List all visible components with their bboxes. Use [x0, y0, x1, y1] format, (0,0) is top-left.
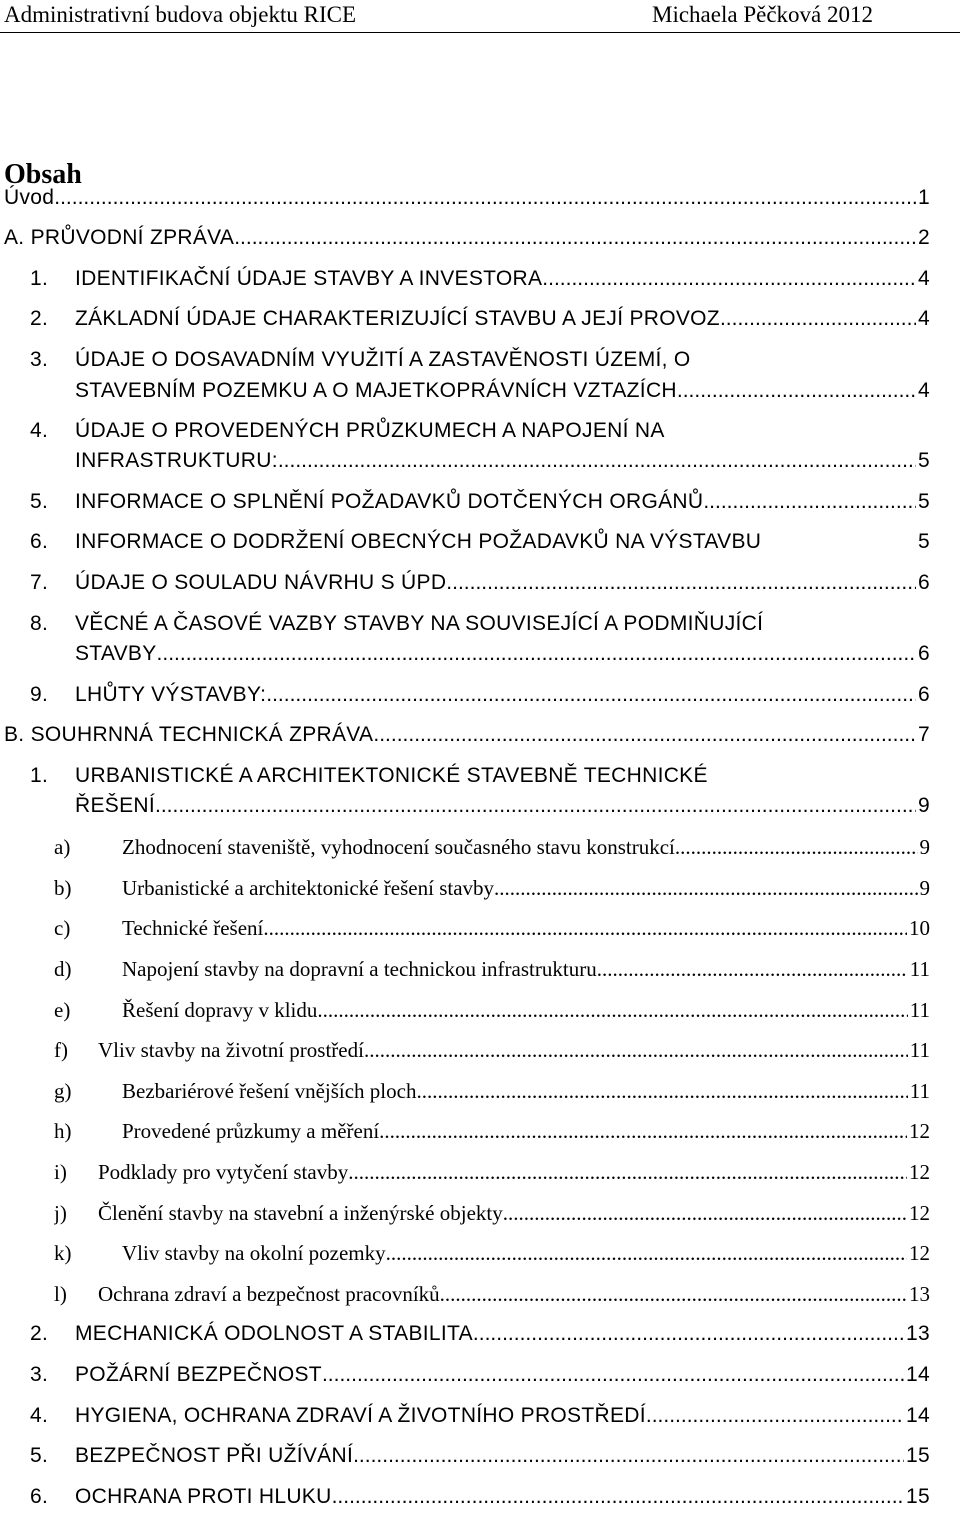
header-rule	[0, 32, 960, 33]
toc-dot-leader	[503, 1198, 907, 1228]
toc-page-number: 10	[909, 916, 930, 940]
toc-entry-title: Urbanistické a architektonické řešení stavby	[122, 876, 495, 900]
toc-entry-title: Řešení dopravy v klidu	[122, 998, 318, 1022]
toc-dot-leader	[703, 487, 916, 517]
toc-entry[interactable]	[98, 1157, 930, 1187]
toc-entry-number: 2.	[30, 307, 49, 330]
toc-page-number: 6	[918, 683, 930, 706]
toc-dot-leader	[597, 954, 908, 984]
toc-entry[interactable]	[122, 832, 930, 862]
toc-entry[interactable]	[75, 1319, 930, 1349]
toc-dot-leader	[416, 1076, 907, 1106]
toc-page-number: 12	[909, 1119, 930, 1143]
toc-entry-title: INFORMACE O SPLNĚNÍ POŽADAVKŮ DOTČENÝCH ORGÁNŮ	[75, 490, 704, 513]
toc-entry[interactable]	[75, 1441, 930, 1471]
toc-dot-leader	[494, 873, 917, 903]
toc-entry-number: 6.	[30, 1485, 49, 1508]
toc-entry-title-continued: STAVBY	[75, 642, 157, 665]
toc-entry-title: Ochrana zdraví a bezpečnost pracovníků	[98, 1282, 440, 1306]
toc-page-number: 9	[919, 835, 930, 859]
toc-entry-number: d)	[54, 957, 72, 981]
toc-entry-title: B. SOUHRNNÁ TECHNICKÁ ZPRÁVA	[4, 723, 374, 746]
toc-entry-title-continued: STAVEBNÍM POZEMKU A O MAJETKOPRÁVNÍCH VZTAZÍCH	[75, 379, 677, 402]
toc-entry[interactable]	[4, 720, 930, 750]
toc-entry-number: j)	[54, 1201, 67, 1225]
toc-entry-number: 2.	[30, 1322, 49, 1345]
toc-dot-leader	[353, 1441, 904, 1471]
toc-page-number: 2	[918, 226, 930, 249]
toc-dot-leader	[446, 568, 916, 598]
toc-dot-leader	[317, 995, 907, 1025]
toc-entry-title: Členění stavby na stavební a inženýrské objekty	[98, 1201, 503, 1225]
toc-entry-title: ÚDAJE O SOULADU NÁVRHU S ÚPD	[75, 571, 447, 594]
toc-dot-leader	[440, 1279, 907, 1309]
toc-page-number: 13	[909, 1282, 930, 1306]
toc-dot-leader	[155, 791, 916, 821]
header-author-year: Michaela Pěčková 2012	[652, 2, 873, 27]
toc-entry[interactable]	[75, 1482, 930, 1512]
toc-entry-number: g)	[54, 1079, 72, 1103]
toc-page-number: 9	[918, 794, 930, 817]
toc-entry-number: 4.	[30, 419, 49, 442]
toc-page-number: 12	[909, 1160, 930, 1184]
toc-entry-title: Technické řešení	[122, 916, 264, 940]
toc-page-number: 15	[906, 1485, 930, 1508]
toc-entry-number: l)	[54, 1282, 67, 1306]
toc-entry[interactable]	[98, 1198, 930, 1228]
toc-entry-title: A. PRŮVODNÍ ZPRÁVA	[4, 226, 235, 249]
toc-entry[interactable]	[122, 873, 930, 903]
toc-entry-number: 5.	[30, 1444, 49, 1467]
toc-page-number: 12	[909, 1201, 930, 1225]
toc-entry-title-continued: ŘEŠENÍ	[75, 794, 155, 817]
toc-entry[interactable]	[122, 995, 930, 1025]
toc-page-number: 6	[918, 571, 930, 594]
toc-dot-leader	[54, 183, 916, 213]
toc-entry-number: 5.	[30, 490, 49, 513]
toc-entry-number: 3.	[30, 1363, 49, 1386]
toc-entry[interactable]	[122, 1116, 930, 1146]
toc-dot-leader	[332, 1482, 904, 1512]
toc-dot-leader	[348, 1157, 907, 1187]
toc-page-number: 14	[906, 1404, 930, 1427]
toc-entry[interactable]	[4, 223, 930, 253]
toc-entry-title: Vliv stavby na životní prostředí	[98, 1038, 364, 1062]
toc-entry[interactable]	[75, 487, 930, 517]
toc-page-number: 11	[909, 1079, 930, 1103]
toc-page-number: 11	[909, 998, 930, 1022]
toc-entry-number: a)	[54, 835, 71, 859]
toc-page-number: 15	[906, 1444, 930, 1467]
toc-entry-number: k)	[54, 1241, 72, 1265]
toc-entry-number: 1.	[30, 267, 49, 290]
toc-entry[interactable]	[122, 1076, 930, 1106]
toc-entry[interactable]	[75, 1401, 930, 1431]
toc-page-number: 9	[919, 876, 930, 900]
page-header	[0, 0, 960, 34]
toc-dot-leader	[278, 446, 916, 476]
toc-entry[interactable]	[75, 304, 930, 334]
toc-dot-leader	[234, 223, 916, 253]
toc-entry[interactable]	[4, 183, 930, 213]
toc-entry-number: 9.	[30, 683, 49, 706]
toc-dot-leader	[542, 264, 916, 294]
toc-page-number: 5	[918, 490, 930, 513]
toc-entry[interactable]	[75, 1360, 930, 1390]
toc-entry-title[interactable]: URBANISTICKÉ A ARCHITEKTONICKÉ STAVEBNĚ TECHNICKÉ	[75, 764, 708, 787]
toc-dot-leader	[386, 1238, 907, 1268]
toc-entry-number: 7.	[30, 571, 49, 594]
toc-entry-number: f)	[54, 1038, 68, 1062]
toc-page-number: 4	[918, 267, 930, 290]
toc-entry[interactable]	[75, 791, 930, 821]
toc-entry-number: i)	[54, 1160, 67, 1184]
toc-entry-title: Bezbariérové řešení vnějších ploch	[122, 1079, 417, 1103]
toc-entry-number: c)	[54, 916, 71, 940]
toc-entry[interactable]	[122, 1238, 930, 1268]
toc-entry[interactable]	[122, 954, 930, 984]
toc-dot-leader	[379, 1116, 907, 1146]
toc-dot-leader	[720, 304, 916, 334]
toc-entry-title[interactable]: ÚDAJE O DOSAVADNÍM VYUŽITÍ A ZASTAVĚNOSTI ÚZEMÍ, O	[75, 348, 691, 371]
toc-dot-leader	[677, 376, 916, 406]
toc-entry-title: Vliv stavby na okolní pozemky	[122, 1241, 386, 1265]
toc-entry-title[interactable]: VĚCNÉ A ČASOVÉ VAZBY STAVBY NA SOUVISEJÍCÍ A PODMIŇUJÍCÍ	[75, 612, 764, 635]
toc-entry-title: OCHRANA PROTI HLUKU	[75, 1485, 332, 1508]
toc-dot-leader	[675, 832, 918, 862]
toc-page-number: 12	[909, 1241, 930, 1265]
toc-entry-number: h)	[54, 1119, 72, 1143]
toc-page-number: 7	[918, 723, 930, 746]
toc-entry[interactable]	[75, 568, 930, 598]
toc-page-number: 1	[918, 186, 930, 209]
toc-title: Obsah	[4, 159, 82, 190]
toc-dot-leader	[263, 913, 907, 943]
toc-page-number: 11	[909, 957, 930, 981]
toc-dot-leader	[473, 1319, 904, 1349]
toc-entry[interactable]	[75, 264, 930, 294]
toc-page-number: 13	[906, 1322, 930, 1345]
toc-entry-number: 6.	[30, 530, 49, 553]
toc-entry[interactable]	[122, 913, 930, 943]
toc-page-number: 6	[918, 642, 930, 665]
toc-entry[interactable]	[75, 446, 930, 476]
toc-entry[interactable]	[75, 376, 930, 406]
toc-entry-title: ZÁKLADNÍ ÚDAJE CHARAKTERIZUJÍCÍ STAVBU A JEJÍ PROVOZ	[75, 307, 720, 330]
toc-page-number: 5	[918, 449, 930, 472]
toc-entry-title: HYGIENA, OCHRANA ZDRAVÍ A ŽIVOTNÍHO PROSTŘEDÍ	[75, 1404, 646, 1427]
toc-dot-leader	[322, 1360, 904, 1390]
toc-entry-number: 1.	[30, 764, 49, 787]
toc-entry-title-continued: INFRASTRUKTURU:	[75, 449, 278, 472]
header-document-title: Administrativní budova objektu RICE	[4, 2, 356, 27]
toc-entry-number: b)	[54, 876, 72, 900]
toc-entry-number: e)	[54, 998, 71, 1022]
toc-dot-leader	[266, 680, 916, 710]
toc-page-number: 4	[918, 379, 930, 402]
toc-entry-title: Zhodnocení staveniště, vyhodnocení současného stavu konstrukcí	[122, 835, 675, 859]
toc-entry[interactable]	[75, 639, 930, 669]
toc-entry-title: POŽÁRNÍ BEZPEČNOST	[75, 1363, 322, 1386]
toc-entry-title[interactable]: ÚDAJE O PROVEDENÝCH PRŮZKUMECH A NAPOJENÍ NA	[75, 419, 665, 442]
toc-entry-title: LHŮTY VÝSTAVBY:	[75, 683, 267, 706]
toc-page-number: 14	[906, 1363, 930, 1386]
toc-dot-leader	[373, 720, 916, 750]
toc-entry-number: 3.	[30, 348, 49, 371]
toc-entry[interactable]	[75, 527, 930, 557]
toc-dot-leader	[157, 639, 916, 669]
toc-entry-title: Napojení stavby na dopravní a technickou infrastrukturu	[122, 957, 597, 981]
toc-page-number: 5	[918, 530, 930, 553]
toc-entry-title: IDENTIFIKAČNÍ ÚDAJE STAVBY A INVESTORA	[75, 267, 543, 290]
toc-entry[interactable]	[98, 1279, 930, 1309]
toc-entry[interactable]	[75, 680, 930, 710]
toc-page-number: 4	[918, 307, 930, 330]
toc-entry[interactable]	[98, 1035, 930, 1065]
toc-dot-leader	[646, 1401, 904, 1431]
toc-entry-number: 4.	[30, 1404, 49, 1427]
toc-entry-title: BEZPEČNOST PŘI UŽÍVÁNÍ	[75, 1444, 354, 1467]
toc-dot-leader	[364, 1035, 908, 1065]
toc-page-number: 11	[909, 1038, 930, 1062]
toc-entry-title: INFORMACE O DODRŽENÍ OBECNÝCH POŽADAVKŮ NA VÝSTAVBU	[75, 530, 762, 553]
toc-entry-number: 8.	[30, 612, 49, 635]
toc-entry-title: Podklady pro vytyčení stavby	[98, 1160, 349, 1184]
toc-entry-title: Úvod	[4, 186, 55, 209]
toc-entry-title: MECHANICKÁ ODOLNOST A STABILITA	[75, 1322, 473, 1345]
toc-entry-title: Provedené průzkumy a měření	[122, 1119, 380, 1143]
